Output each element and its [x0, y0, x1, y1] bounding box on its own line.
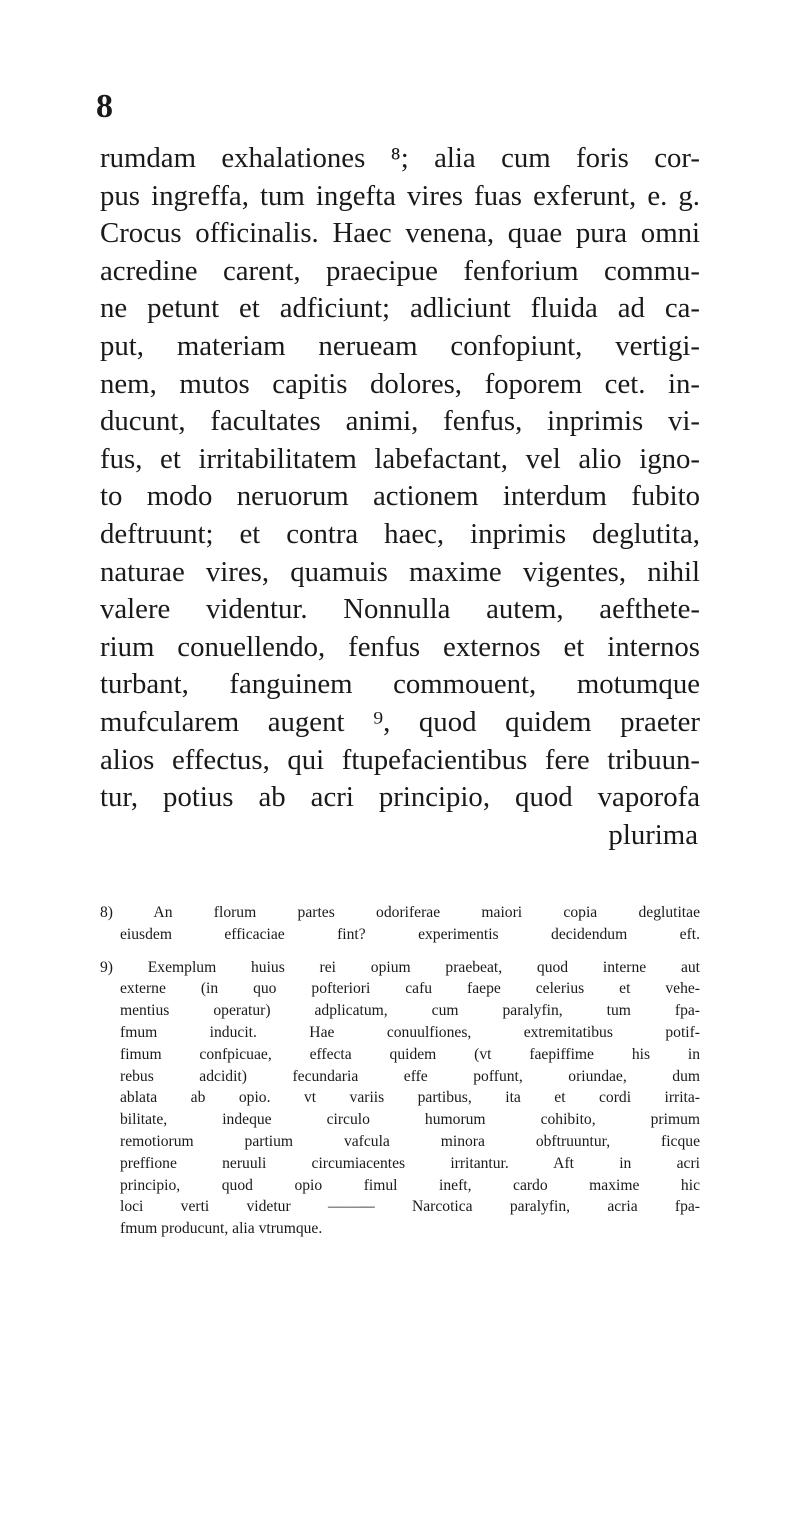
footnote-line: 9) Exemplum huius rei opium praebeat, quod interne aut [100, 958, 700, 976]
body-line: turbant, fanguinem commouent, motumque [100, 668, 700, 701]
footnote-line: bilitate, indeque circulo humorum cohibito, primum [120, 1111, 700, 1129]
footnote-line: eiusdem efficaciae fint? experimentis decidendum eft. [120, 925, 700, 943]
body-line: pus ingreffa, tum ingefta vires fuas exferunt, e. g. [100, 179, 700, 212]
body-line: naturae vires, quamuis maxime vigentes, nihil [100, 555, 700, 588]
footnote-line: fmum producunt, alia vtrumque. [120, 1220, 323, 1238]
body-line: mufcularem augent ⁹, quod quidem praeter [100, 705, 700, 738]
body-line: valere videntur. Nonnulla autem, aefthete- [100, 593, 700, 626]
body-line: ducunt, facultates animi, fenfus, inprimis vi- [100, 405, 700, 438]
footnote-line: externe (in quo pofteriori cafu faepe celerius et vehe- [120, 980, 700, 998]
footnote-line: rebus adcidit) fecundaria effe poffunt, oriundae, dum [120, 1067, 700, 1085]
footnote-line: fmum inducit. Hae conuulfiones, extremitatibus potif- [120, 1023, 700, 1041]
footnote-line: remotiorum partium vafcula minora obftruuntur, ficque [120, 1132, 700, 1150]
body-line: rumdam exhalationes ⁸; alia cum foris cor- [100, 142, 700, 174]
body-line: alios effectus, qui ftupefacientibus fere tribuun- [100, 743, 700, 776]
footnote-line: loci verti videtur ——— Narcotica paralyfin, acria fpa- [120, 1198, 700, 1216]
page-number: 8 [96, 88, 113, 125]
body-line: deftruunt; et contra haec, inprimis deglutita, [100, 517, 700, 550]
body-line: put, materiam nerueam confopiunt, vertigi- [100, 329, 700, 362]
footnote-8 [100, 902, 700, 946]
footnote-line: ablata ab opio. vt variis partibus, ita et cordi irrita- [120, 1089, 700, 1107]
footnote-line: fimum confpicuae, effecta quidem (vt faepiffime his in [120, 1045, 700, 1063]
main-body-text [100, 140, 700, 854]
footnote-line: 8) An florum partes odoriferae maiori copia deglutitae [100, 904, 700, 921]
footnotes [100, 902, 700, 1240]
footnote-line: preffione neruuli circumiacentes irritantur. Aft in acri [120, 1154, 700, 1172]
footnote-line: mentius operatur) adplicatum, cum paralyfin, tum fpa- [120, 1002, 700, 1020]
body-line: acredine carent, praecipue fenforium commu- [100, 254, 700, 287]
body-line: tur, potius ab acri principio, quod vaporofa [100, 781, 700, 814]
body-line: nem, mutos capitis dolores, foporem cet. in- [100, 367, 700, 400]
body-line: rium conuellendo, fenfus externos et internos [100, 630, 700, 663]
footnote-9 [100, 957, 700, 1240]
body-line: fus, et irritabilitatem labefactant, vel alio igno- [100, 442, 700, 475]
body-line: ne petunt et adficiunt; adliciunt fluida ad ca- [100, 292, 700, 325]
catchword: plurima [608, 818, 698, 851]
footnote-line: principio, quod opio fimul ineft, cardo maxime hic [120, 1176, 700, 1194]
body-line: Crocus officinalis. Haec venena, quae pura omni [100, 217, 700, 250]
body-line: to modo neruorum actionem interdum fubito [100, 480, 700, 513]
